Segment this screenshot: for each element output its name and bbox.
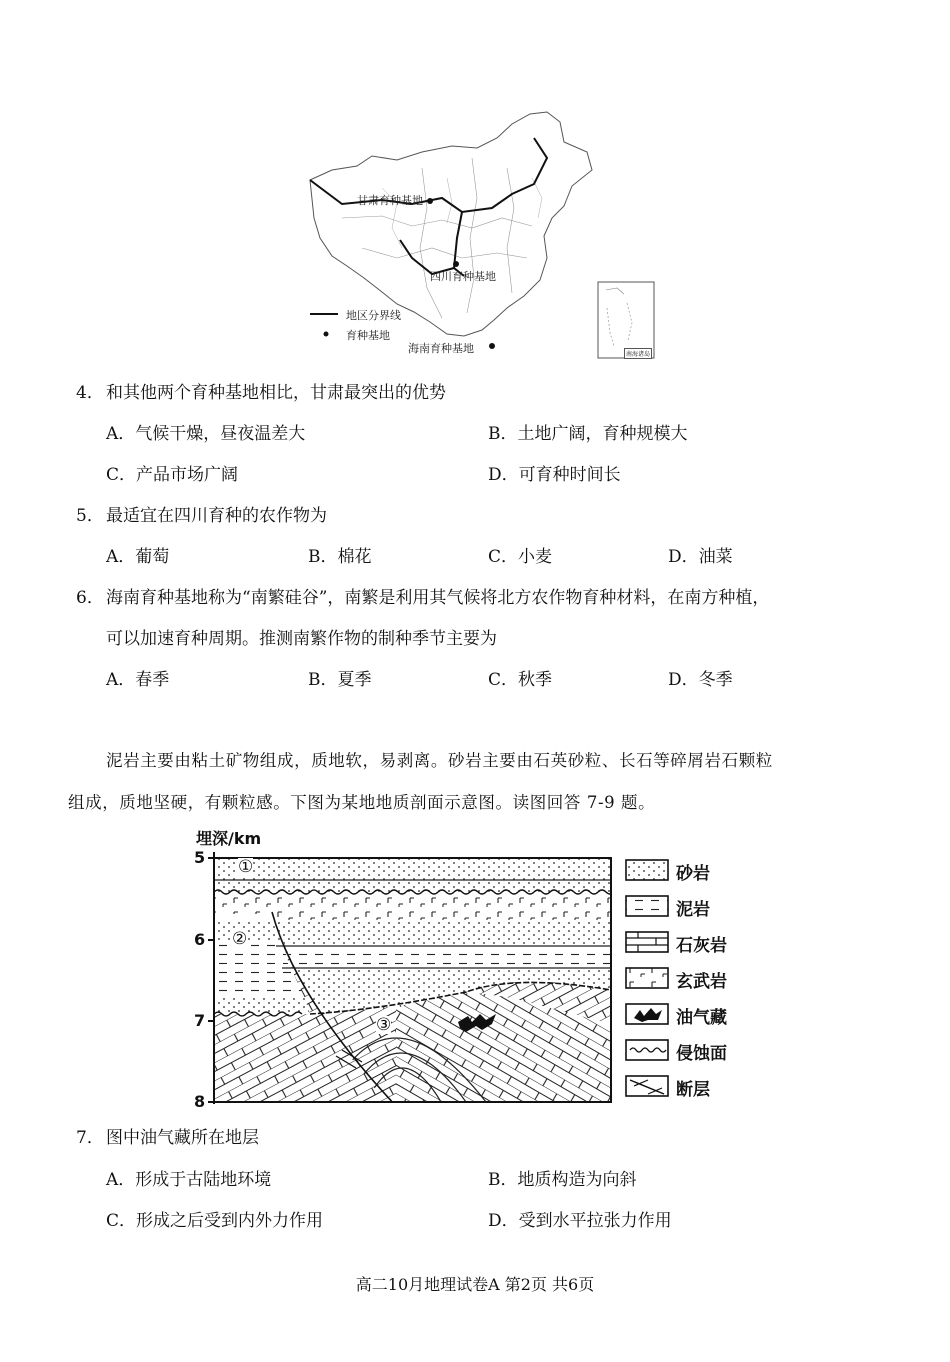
layer-marker-2: ② xyxy=(232,929,248,949)
q6-option-d: D．冬季 xyxy=(668,670,733,690)
q7-stem: 图中油气藏所在地层 xyxy=(106,1128,259,1148)
china-outline xyxy=(310,112,592,336)
q5-option-a: A．葡萄 xyxy=(106,547,170,567)
q7-option-c: C．形成之后受到内外力作用 xyxy=(106,1211,324,1231)
q5-option-c: C．小麦 xyxy=(488,547,553,567)
q4-number: 4． xyxy=(76,383,104,403)
legend-mudstone-box xyxy=(626,896,668,916)
layer-marker-1: ① xyxy=(238,857,254,877)
y-tick-5: 5 xyxy=(194,848,206,867)
q5-stem: 最适宜在四川育种的农作物为 xyxy=(106,506,327,526)
south-sea-inset xyxy=(598,282,654,358)
china-map-figure xyxy=(302,108,657,360)
legend-label-basalt: 玄武岩 xyxy=(676,972,727,992)
q6-option-c: C．秋季 xyxy=(488,670,553,690)
passage-line2: 组成，质地坚硬，有颗粒感。下图为某地地质剖面示意图。读图回答 7-9 题。 xyxy=(68,793,656,812)
q6-stem-line2: 可以加速育种周期。推测南繁作物的制种季节主要为 xyxy=(106,629,497,649)
q7-option-b: B．地质构造为向斜 xyxy=(488,1170,637,1190)
y-axis-label: 埋深/km xyxy=(196,829,262,848)
map-label-hainan: 海南育种基地 xyxy=(408,342,474,355)
gansu-base-dot xyxy=(427,198,433,204)
q7-number: 7． xyxy=(76,1128,104,1148)
map-label-sichuan: 四川育种基地 xyxy=(430,270,496,283)
legend-limestone-box xyxy=(626,932,668,952)
legend-label-oilgas: 油气藏 xyxy=(676,1008,727,1028)
passage-line1: 泥岩主要由粘土矿物组成，质地软，易剥离。砂岩主要由石英砂粒、长石等碎屑岩石颗粒 xyxy=(106,751,773,770)
y-tick-6: 6 xyxy=(194,930,206,949)
map-legend-boundary: 地区分界线 xyxy=(346,309,401,322)
legend-base-dot-symbol xyxy=(324,332,329,337)
q6-number: 6． xyxy=(76,588,104,608)
legend-symbols xyxy=(626,860,668,1096)
hainan-base-dot xyxy=(489,343,495,349)
map-inset-caption: 南海诸岛 xyxy=(624,348,652,359)
q5-option-d: D．油菜 xyxy=(668,547,733,567)
q4-option-d: D．可育种时间长 xyxy=(488,465,621,485)
map-legend-base: 育种基地 xyxy=(346,329,390,342)
geologic-section-figure xyxy=(186,824,746,1114)
y-tick-7: 7 xyxy=(194,1011,206,1030)
legend-sandstone-box xyxy=(626,860,668,880)
legend-erosion-box xyxy=(626,1040,668,1060)
legend-label-erosion: 侵蚀面 xyxy=(676,1044,727,1064)
layer-marker-3: ③ xyxy=(376,1015,392,1035)
y-tick-8: 8 xyxy=(194,1092,206,1111)
q7-option-a: A．形成于古陆地环境 xyxy=(106,1170,272,1190)
sichuan-base-dot xyxy=(453,261,459,267)
q5-number: 5． xyxy=(76,506,104,526)
q6-option-b: B．夏季 xyxy=(308,670,372,690)
q4-stem: 和其他两个育种基地相比，甘肃最突出的优势 xyxy=(106,383,446,403)
page-footer: 高二10月地理试卷A 第2页 共6页 xyxy=(355,1275,595,1294)
q5-option-b: B．棉花 xyxy=(308,547,372,567)
q4-option-c: C．产品市场广阔 xyxy=(106,465,239,485)
legend-label-fault: 断层 xyxy=(676,1080,710,1100)
legend-label-mudstone: 泥岩 xyxy=(676,900,710,920)
q6-option-a: A．春季 xyxy=(106,670,170,690)
map-label-gansu: 甘肃育种基地 xyxy=(357,194,423,207)
geologic-section-svg xyxy=(186,824,746,1114)
q7-option-d: D．受到水平拉张力作用 xyxy=(488,1211,672,1231)
legend-label-sandstone: 砂岩 xyxy=(676,864,710,884)
q6-stem-line1: 海南育种基地称为“南繁硅谷”，南繁是利用其气候将北方农作物育种材料，在南方种植， xyxy=(106,588,770,608)
q4-option-a: A．气候干燥，昼夜温差大 xyxy=(106,424,306,444)
legend-basalt-box xyxy=(626,968,668,988)
q4-option-b: B．土地广阔，育种规模大 xyxy=(488,424,688,444)
legend-label-limestone: 石灰岩 xyxy=(676,936,727,956)
